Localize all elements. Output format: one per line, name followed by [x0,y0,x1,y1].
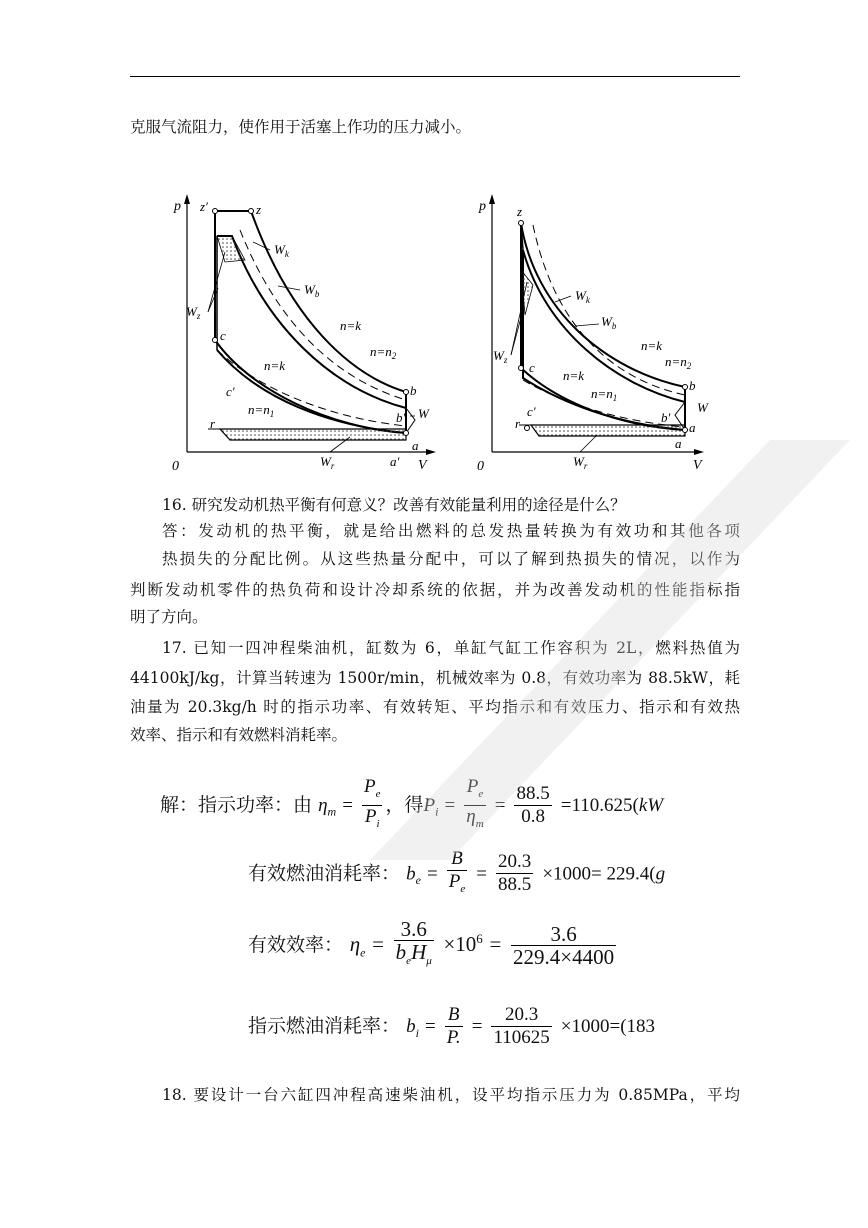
q16-answer-line: 判断发动机零件的热负荷和设计冷却系统的依据，并为改善发动机的性能指标指 [130,581,740,599]
solution-effective-efficiency: 有效效率： $\eta_e$ = $\frac{3.6}{b_eH_\mu}$ $\times 10^6$ = $\frac{3.6}{229.4\times 4400}$ [248,917,615,969]
header-rule [130,76,740,77]
q16-answer-line: 热损失的分配比例。从这些热量分配中，可以了解到热损失的情况，以作为 [162,550,740,568]
label-a-prime: a′ [390,454,400,469]
label-wr: $W_r$ [573,454,588,471]
q16-question: 16. 研究发动机热平衡有何意义？改善有效能量利用的途径是什么？ [162,496,626,514]
label-r: r [515,416,521,431]
solution-indicated-fuel-consumption: 指示燃油消耗率： $b_i$ = $\frac{B}{P.}$ = $\frac{20.3}{110625}$ ×1000=(183 [248,1004,656,1048]
label-c: c [529,360,535,375]
axis-v-label: V [693,458,702,473]
pv-diagram-right [475,190,735,480]
label-z: z [256,202,262,217]
label-wz: $W_z$ [186,304,201,321]
q18-line: 18. 要设计一台六缸四冲程高速柴油机，设平均指示压力为 0.85MPa，平均 [162,1086,740,1104]
label-wk: $W_k$ [274,242,289,259]
label-b: b [689,378,696,393]
solution-effective-fuel-consumption: 有效燃油消耗率： $b_e$ = $\frac{B}{P_e}$ = $\frac{20.3}{88.5}$ ×1000= 229.4(g [248,848,666,896]
label-n-n2: $n=n_2$ [370,344,397,361]
label-wb: $W_b$ [304,282,320,299]
q17-line: 油量为 20.3kg/h 时的指示功率、有效转矩、平均指示和有效压力、指示和有效热 [130,698,740,716]
q17-line: 44100kJ/kg，计算当转速为 1500r/min，机械效率为 0.8，有效功率为 88.5kW，耗 [130,669,740,687]
label-b-prime: b′ [396,410,406,425]
label-wr: $W_r$ [320,454,335,471]
label-a: a [689,420,696,435]
label-c-prime: c′ [527,404,536,419]
label-n-k-upper: n=k [641,338,663,353]
solution-indicated-power: 解：指示功率：由 $\eta_m$ = $\frac{P_e}{P_i}$ ，得$P_i$ = $\frac{P_e}{\eta_m}$ = $\frac{88.5}{0.8}$ =110.625(kW [160,776,664,830]
label-n-k-lower: n=k [264,358,286,373]
q16-answer-line: 明了方向。 [130,608,208,626]
label-a-second: a [675,436,682,451]
axis-p-label: p [479,199,486,214]
label-wb: $W_b$ [601,314,617,331]
pv-diagram-left [170,190,440,480]
label-wk: $W_k$ [575,288,590,305]
label-n-k-upper: n=k [340,318,362,333]
label-n-n1: $n=n_1$ [591,386,618,403]
label-wz: $W_z$ [493,348,508,365]
origin-label: 0 [477,459,484,474]
label-n-n1: $n=n_1$ [248,402,275,419]
intro-line: 克服气流阻力，使作用于活塞上作功的压力减小。 [130,118,472,136]
label-w: W [418,406,429,421]
label-w: W [697,400,708,415]
q17-line: 效率、指示和有效燃料消耗率。 [130,726,348,744]
label-b: b [410,383,417,398]
label-a: a [412,438,419,453]
label-z-prime: z′ [200,199,208,214]
label-b-prime: b′ [661,410,671,425]
q16-answer-line: 答：发动机的热平衡，就是给出燃料的总发热量转换为有效功和其他各项 [162,522,740,540]
label-c: c [220,328,226,343]
label-z: z [517,204,523,219]
label-n-k-lower: n=k [563,368,585,383]
axis-p-label: p [174,199,181,214]
q17-line: 17. 已知一四冲程柴油机，缸数为 6，单缸气缸工作容积为 2L，燃料热值为 [162,639,740,657]
origin-label: 0 [172,459,179,474]
label-n-n2: $n=n_2$ [665,354,692,371]
label-c-prime: c′ [226,384,235,399]
label-r: r [210,416,216,431]
axis-v-label: V [418,458,427,473]
